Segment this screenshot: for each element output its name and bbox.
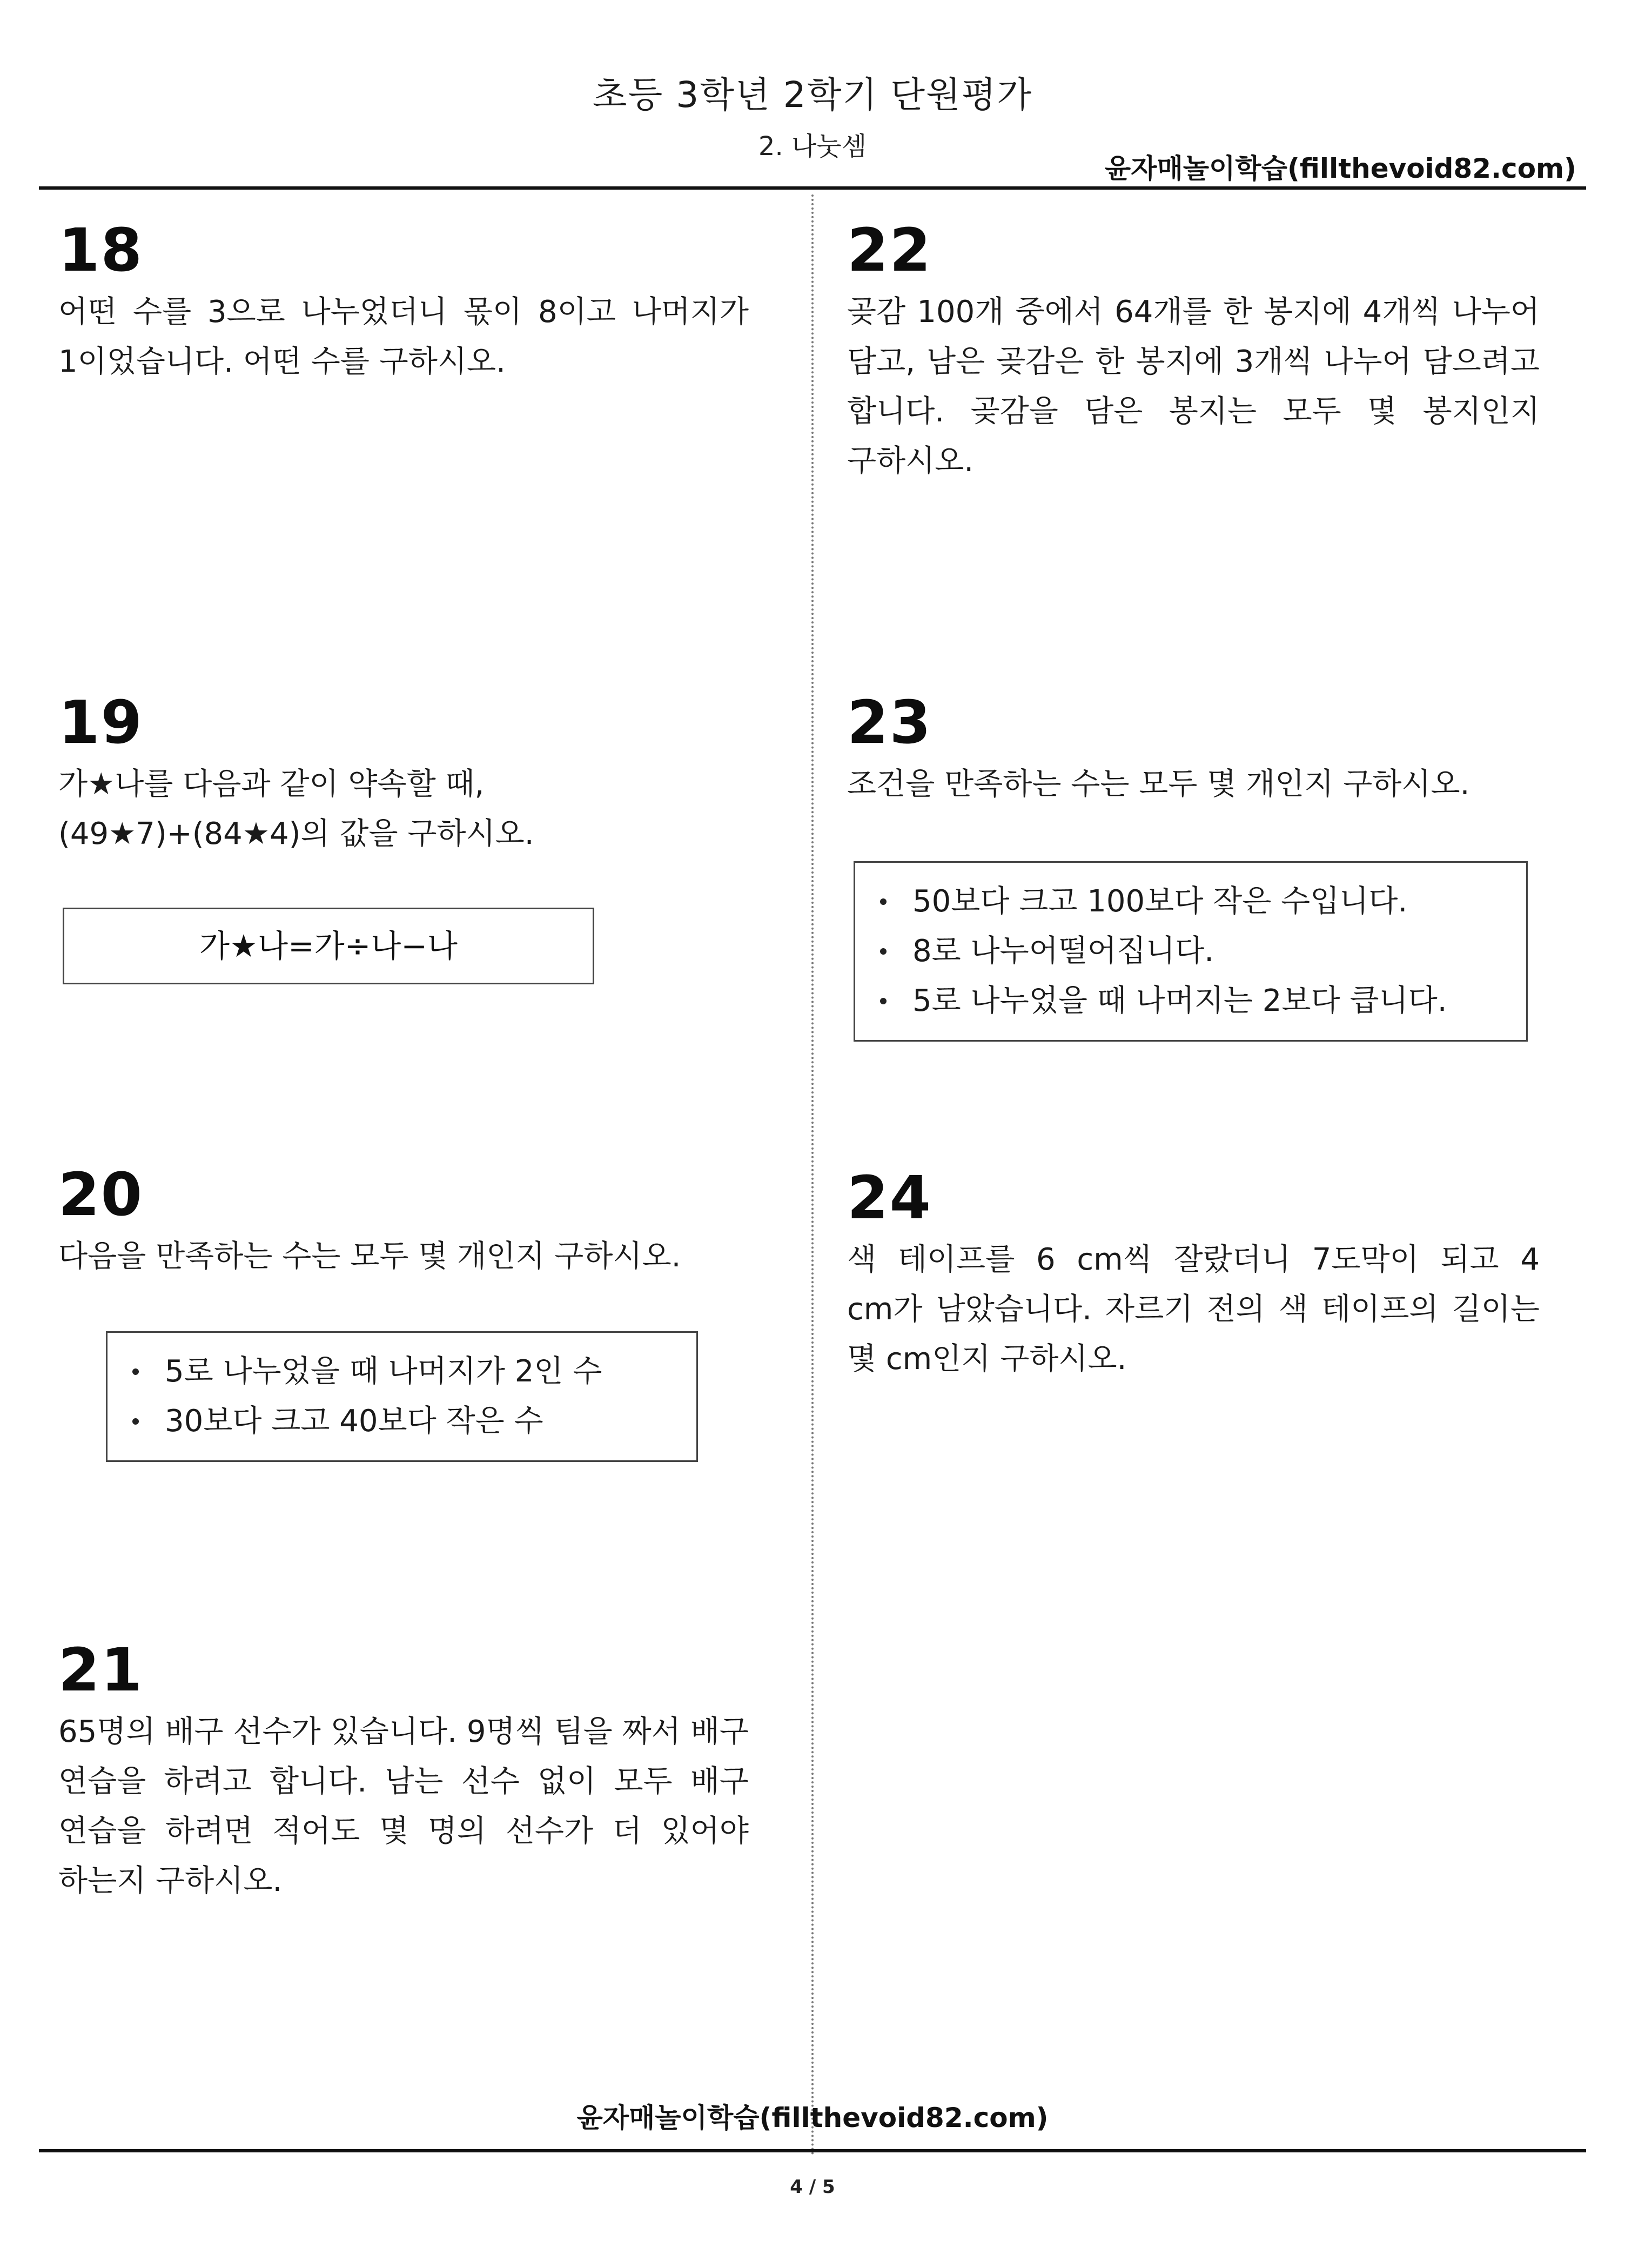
question-18 xyxy=(58,216,749,387)
question-19 xyxy=(58,688,749,859)
condition-item: 50보다 크고 100보다 작은 수입니다. xyxy=(877,877,1526,927)
condition-item: 5로 나누었을 때 나머지는 2보다 큽니다. xyxy=(877,976,1526,1026)
condition-box xyxy=(854,861,1528,1042)
question-number: 20 xyxy=(58,1160,144,1229)
question-23 xyxy=(847,688,1540,809)
question-number: 18 xyxy=(58,216,144,285)
question-text: 색 테이프를 6 cm씩 잘랐더니 7도막이 되고 4 cm가 남았습니다. 자르기 전의 색 테이프의 길이는 몇 cm인지 구하시오. xyxy=(847,1242,1540,1377)
question-21 xyxy=(58,1635,749,1906)
question-text-line2: (49★7)+(84★4)의 값을 구하시오. xyxy=(58,816,534,851)
question-20 xyxy=(58,1160,749,1281)
header-rule xyxy=(39,186,1586,190)
header-brand: 윤자매놀이학습(fillthevoid82.com) xyxy=(1104,153,1576,184)
question-text: 곶감 100개 중에서 64개를 한 봉지에 4개씩 나누어 담고, 남은 곶감은 한 봉지에 3개씩 나누어 담으려고 합니다. 곶감을 담은 봉지는 모두 몇 봉지인지 구하시오. xyxy=(847,294,1540,479)
condition-item: 30보다 크고 40보다 작은 수 xyxy=(129,1397,696,1446)
question-number: 19 xyxy=(58,688,144,757)
condition-item: 8로 나누어떨어집니다. xyxy=(877,927,1526,976)
page-title: 초등 3학년 2학기 단원평가 xyxy=(592,74,1033,116)
question-number: 23 xyxy=(847,688,932,757)
question-text-line1: 가★나를 다음과 같이 약속할 때, xyxy=(58,767,485,802)
formula-box: 가★나=가÷나−나 xyxy=(63,908,594,984)
unit-subtitle: 2. 나눗셈 xyxy=(758,131,867,162)
question-number: 22 xyxy=(847,216,932,285)
condition-item: 5로 나누었을 때 나머지가 2인 수 xyxy=(129,1347,696,1397)
condition-box xyxy=(106,1331,698,1462)
column-divider xyxy=(811,194,814,2157)
question-number: 21 xyxy=(58,1635,144,1705)
question-24 xyxy=(847,1163,1540,1384)
question-number: 24 xyxy=(847,1163,932,1232)
page-number: 4 / 5 xyxy=(790,2176,835,2198)
question-text: 65명의 배구 선수가 있습니다. 9명씩 팀을 짜서 배구 연습을 하려고 합니다. 남는 선수 없이 모두 배구 연습을 하려면 적어도 몇 명의 선수가 더 있어야 하는지 구하시오. xyxy=(58,1714,749,1898)
question-22 xyxy=(847,216,1540,486)
footer-rule xyxy=(39,2149,1586,2152)
question-text: 어떤 수를 3으로 나누었더니 몫이 8이고 나머지가 1이었습니다. 어떤 수를 구하시오. xyxy=(58,294,749,379)
question-text: 다음을 만족하는 수는 모두 몇 개인지 구하시오. xyxy=(58,1239,681,1274)
question-text: 조건을 만족하는 수는 모두 몇 개인지 구하시오. xyxy=(847,767,1470,802)
footer-brand: 윤자매놀이학습(fillthevoid82.com) xyxy=(576,2102,1049,2133)
